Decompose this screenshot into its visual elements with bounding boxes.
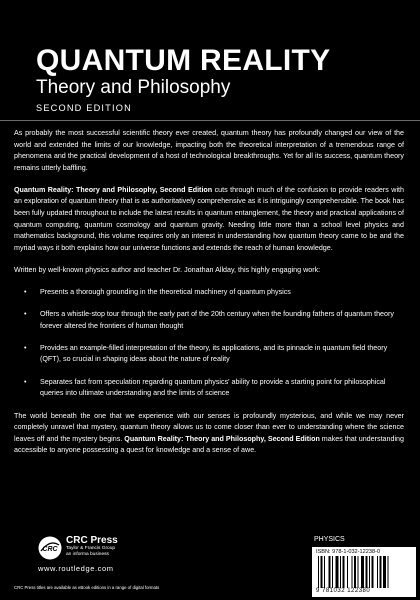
divider bbox=[0, 120, 420, 121]
publisher-url: www.routledge.com bbox=[38, 564, 114, 573]
ebook-note: CRC Press titles are available as eBook editions in a range of digital formats bbox=[14, 585, 160, 590]
logo-text: CRC bbox=[42, 546, 58, 553]
book-title: QUANTUM REALITY bbox=[36, 44, 331, 77]
closing-text: The world beneath the one that we experience with our senses is profoundly mysterious, and while we may never completely unravel that mystery, quantum theory allows us to come closer than ever to understanding where the science leaves off and the mystery begins. bbox=[14, 411, 404, 443]
category-label: PHYSICS bbox=[314, 536, 345, 543]
crc-press-logo-icon bbox=[38, 536, 62, 560]
list-item: • Presents a thorough grounding in the theoretical machinery of quantum physics bbox=[14, 287, 404, 299]
barcode-number: 9 781032 122380 bbox=[316, 588, 371, 594]
paragraph-closing bbox=[14, 411, 404, 457]
list-item: • Offers a whistle-stop tour through the early part of the 20th century when the founding fathers of quantum theory forever altered the frontiers of human thought bbox=[14, 309, 404, 332]
barcode-panel bbox=[312, 547, 416, 597]
isbn-label: ISBN: 978-1-032-12238-0 bbox=[316, 549, 381, 555]
edition-label: SECOND EDITION bbox=[36, 102, 132, 113]
summary-text: cuts through much of the confusion to provide readers with an exploration of quantum theory that is as authoritatively comprehensive as it is intriguingly comprehensible. The book has been fully updated throughout to include the latest results in quantum entanglement, the theory and practical applications of quantum computing, quantum cosmology and quantum gravity. Needing little more than a school level physics and mathematics background, this volume requires only an interest in understanding how quantum theory came to be and the myriad ways it both explains how our universe functions and extends the reach of human knowledge. bbox=[14, 185, 404, 252]
book-subtitle: Theory and Philosophy bbox=[36, 77, 231, 98]
book-title-ref: Quantum Reality: Theory and Philosophy, Second Edition bbox=[14, 185, 213, 194]
cover-header bbox=[36, 46, 330, 113]
paragraph-intro: As probably the most successful scientific theory ever created, quantum theory has profoundly changed our view of the world and extended the limits of our knowledge, impacting both the theoretical interpretation of a tremendous range of phenomena and the practical development of a host of technological breakthroughs. Yet for all its success, quantum theory remains utterly baffling. bbox=[14, 129, 404, 172]
closing-text-end: makes that understanding accessible to anyone possessing a quest for knowledge and a sense of awe. bbox=[14, 434, 404, 455]
publisher-group: Taylor & Francis Group bbox=[66, 546, 116, 551]
publisher-name: CRC Press bbox=[66, 535, 118, 546]
feature-list bbox=[14, 287, 404, 400]
publisher-tagline: an informa business bbox=[66, 552, 109, 557]
book-title-ref: Quantum Reality: Theory and Philosophy, Second Edition bbox=[124, 434, 320, 443]
paragraph-summary bbox=[14, 185, 404, 255]
list-item: • Separates fact from speculation regarding quantum physics' ability to provide a starting point for philosophical queries into ultimate understanding and the limits of science bbox=[14, 377, 404, 400]
description bbox=[14, 128, 404, 468]
list-item: • Provides an example-filled interpretation of the theory, its applications, and its pinnacle in quantum field theory (QFT), so crucial in shaping ideas about the nature of reality bbox=[14, 343, 404, 366]
publisher-block bbox=[66, 535, 118, 558]
barcode-icon bbox=[318, 556, 410, 588]
paragraph-author: Written by well-known physics author and teacher Dr. Jonathan Allday, this highly engaging work: bbox=[14, 265, 321, 274]
